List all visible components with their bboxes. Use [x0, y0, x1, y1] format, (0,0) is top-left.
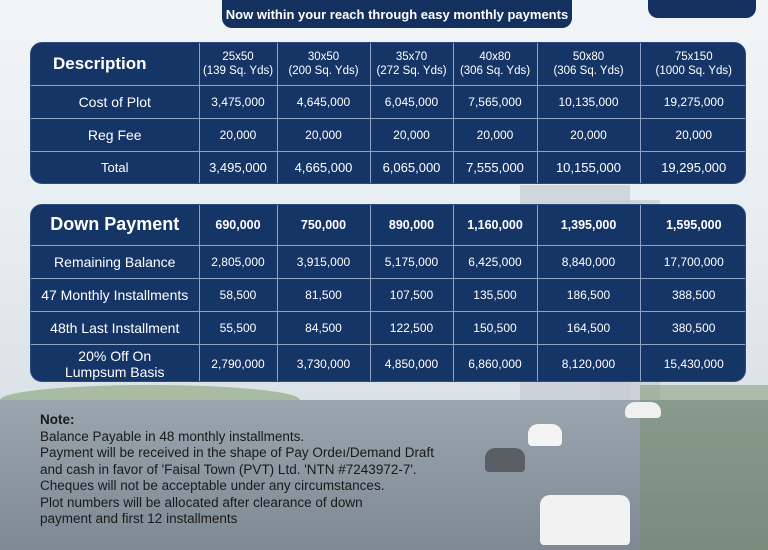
- row-label: Down Payment: [31, 205, 199, 245]
- table-cell: 2,790,000: [199, 344, 277, 382]
- note-line: payment and first 12 installments: [40, 511, 238, 526]
- table-cell: 4,645,000: [277, 85, 370, 118]
- note-line: Cheques will not be acceptable under any circumstances.: [40, 478, 385, 493]
- table-cell: 5,175,000: [370, 245, 453, 278]
- table-cell: 6,045,000: [370, 85, 453, 118]
- table-cell: 19,275,000: [640, 85, 746, 118]
- table-cell: 690,000: [199, 205, 277, 245]
- table-row: [31, 278, 746, 311]
- note-line: Balance Payable in 48 monthly installments.: [40, 428, 305, 444]
- table-cell: 20,000: [640, 118, 746, 151]
- table-cell: 55,500: [199, 311, 277, 344]
- note-title: Note:: [40, 412, 75, 427]
- plot-area: (272 Sq. Yds): [376, 64, 447, 77]
- row-label: Total: [31, 151, 199, 184]
- size-header: [370, 43, 453, 85]
- plot-area: (139 Sq. Yds): [202, 64, 274, 77]
- table-cell: 20,000: [453, 118, 537, 151]
- table-cell: 186,500: [537, 278, 640, 311]
- size-header: [537, 43, 640, 85]
- table-row: [31, 151, 746, 184]
- table-cell: 17,700,000: [640, 245, 746, 278]
- table-cell: 1,160,000: [453, 205, 537, 245]
- table-cell: 20,000: [199, 118, 277, 151]
- table-cell: 3,475,000: [199, 85, 277, 118]
- lumpsum-row: [31, 344, 746, 382]
- note-line: Plot numbers will be allocated after clearance of down: [40, 494, 363, 510]
- background-car: [540, 495, 630, 545]
- row-label: Reg Fee: [31, 118, 199, 151]
- table-cell: 58,500: [199, 278, 277, 311]
- down-payment-row: [31, 205, 746, 245]
- row-label: 47 Monthly Installments: [31, 278, 199, 311]
- table-cell: 3,915,000: [277, 245, 370, 278]
- table-cell: 19,295,000: [640, 151, 746, 184]
- table-cell: 6,860,000: [453, 344, 537, 382]
- table-row: [31, 245, 746, 278]
- table-cell: 150,500: [453, 311, 537, 344]
- payment-plan-table: [30, 204, 746, 382]
- description-header: Description: [31, 43, 199, 85]
- note-line: Payment will be received in the shape of Pay Ordeı/Demand Draft: [40, 445, 434, 460]
- plot-size: 30x50: [307, 50, 340, 63]
- promo-banner: [222, 0, 572, 28]
- row-label: Cost of Plot: [31, 85, 199, 118]
- row-label: 48th Last Installment: [31, 311, 199, 344]
- table-cell: 4,665,000: [277, 151, 370, 184]
- plot-size: 50x80: [572, 50, 605, 63]
- table-cell: 750,000: [277, 205, 370, 245]
- banner-text: Now within your reach through easy monthly payments: [225, 6, 569, 22]
- table-cell: 4,850,000: [370, 344, 453, 382]
- plot-area: (306 Sq. Yds): [459, 64, 531, 77]
- size-header: [199, 43, 277, 85]
- table-row: [31, 118, 746, 151]
- table-cell: 6,425,000: [453, 245, 537, 278]
- table-row: [31, 311, 746, 344]
- table-row: [31, 85, 746, 118]
- size-header: [640, 43, 746, 85]
- background-car: [528, 424, 562, 446]
- table-cell: 81,500: [277, 278, 370, 311]
- plot-area: (306 Sq. Yds): [553, 64, 624, 77]
- table-cell: 7,565,000: [453, 85, 537, 118]
- plot-size: 35x70: [395, 50, 428, 63]
- background-car: [625, 402, 661, 418]
- note-block: [40, 412, 460, 528]
- table-cell: 84,500: [277, 311, 370, 344]
- row-label-line: Lumpsum Basis: [64, 363, 165, 380]
- table-cell: 15,430,000: [640, 344, 746, 382]
- row-label: Remaining Balance: [31, 245, 199, 278]
- background-car: [485, 448, 525, 472]
- table-cell: 20,000: [370, 118, 453, 151]
- row-label-line: 20% Off On: [78, 347, 152, 364]
- table-cell: 3,495,000: [199, 151, 277, 184]
- table-cell: 7,555,000: [453, 151, 537, 184]
- table-cell: 2,805,000: [199, 245, 277, 278]
- table-cell: 164,500: [537, 311, 640, 344]
- table-cell: 122,500: [370, 311, 453, 344]
- row-label: [31, 344, 199, 382]
- table-cell: 388,500: [640, 278, 746, 311]
- table-cell: 20,000: [277, 118, 370, 151]
- table-cell: 6,065,000: [370, 151, 453, 184]
- corner-badge: [648, 0, 756, 18]
- plot-area: (1000 Sq. Yds): [655, 64, 732, 77]
- note-line: and cash in favor of 'Faisal Town (PVT) Ltd. 'NTN #7243972-7'.: [40, 461, 417, 477]
- plot-size: 40x80: [479, 50, 511, 63]
- table-cell: 8,840,000: [537, 245, 640, 278]
- table-cell: 380,500: [640, 311, 746, 344]
- table-cell: 890,000: [370, 205, 453, 245]
- table-cell: 20,000: [537, 118, 640, 151]
- table-header-row: [31, 43, 746, 85]
- table-cell: 135,500: [453, 278, 537, 311]
- table-cell: 10,135,000: [537, 85, 640, 118]
- plot-cost-table: [30, 42, 746, 184]
- plot-area: (200 Sq. Yds): [288, 64, 359, 77]
- table-cell: 10,155,000: [537, 151, 640, 184]
- size-header: [453, 43, 537, 85]
- table-cell: 8,120,000: [537, 344, 640, 382]
- plot-size: 75x150: [674, 50, 713, 63]
- plot-size: 25x50: [222, 50, 254, 63]
- table-cell: 1,395,000: [537, 205, 640, 245]
- table-cell: 107,500: [370, 278, 453, 311]
- size-header: [277, 43, 370, 85]
- table-cell: 3,730,000: [277, 344, 370, 382]
- table-cell: 1,595,000: [640, 205, 746, 245]
